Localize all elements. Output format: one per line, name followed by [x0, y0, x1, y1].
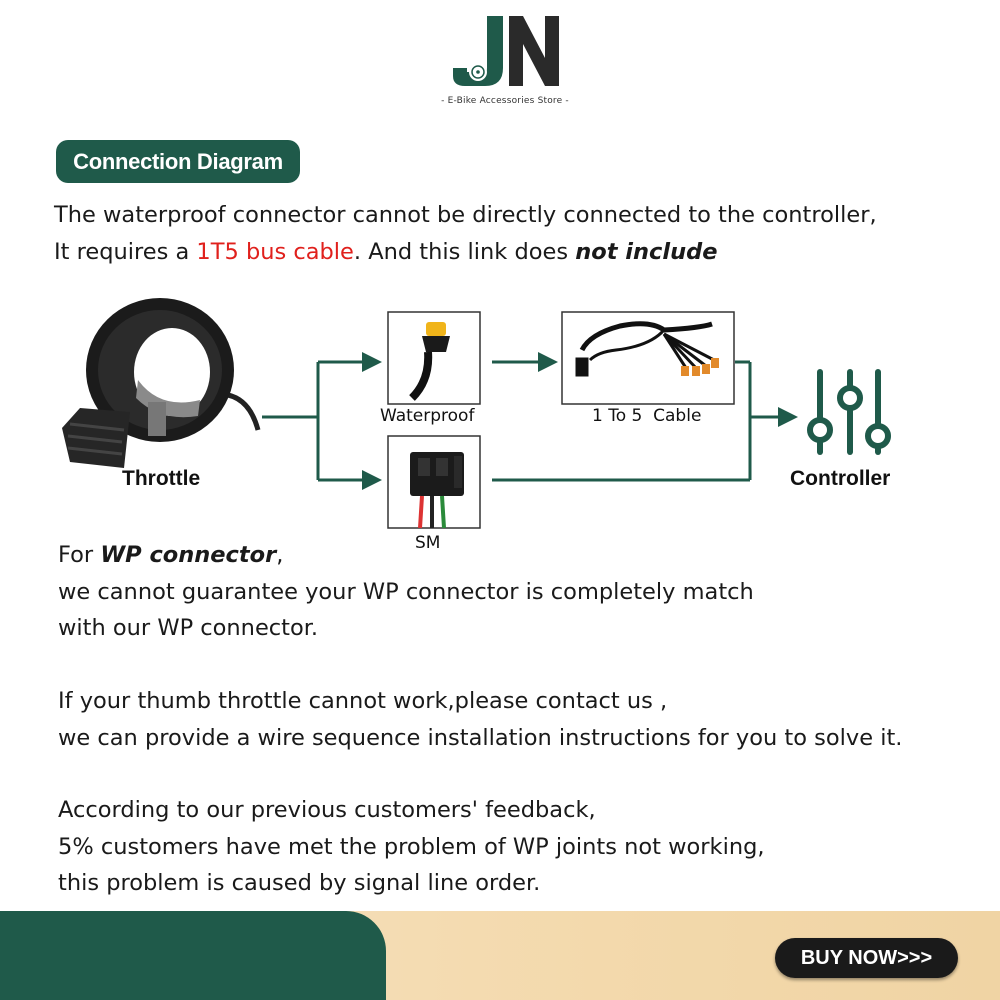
intro-line-1: The waterproof connector cannot be directly connected to the controller,	[54, 202, 877, 228]
sm-label: SM	[415, 533, 441, 553]
connection-diagram	[0, 290, 1000, 560]
wp-note-line-1	[58, 537, 754, 574]
controller-label: Controller	[790, 467, 891, 490]
feedback-line-2: 5% customers have met the problem of WP joints not working,	[58, 833, 765, 860]
buy-now-button[interactable]: BUY NOW>>>	[775, 938, 958, 978]
contact-note	[58, 683, 902, 756]
contact-line-2: we can provide a wire sequence installation instructions for you to solve it.	[58, 724, 903, 751]
brand-logo	[445, 10, 575, 110]
wp-note	[58, 537, 754, 647]
wp-emphasis: WP connector	[100, 542, 277, 568]
controller-icon	[810, 372, 888, 452]
throttle-image	[62, 298, 258, 468]
wp-note-line-3: with our WP connector.	[58, 615, 319, 641]
feedback-line-3: this problem is caused by signal line order.	[58, 870, 541, 896]
waterproof-label: Waterproof	[380, 406, 475, 426]
section-badge: Connection Diagram	[56, 140, 300, 183]
intro-line-2	[54, 239, 717, 265]
intro-middle: . And this link does	[353, 239, 576, 265]
logo-mark	[453, 16, 559, 86]
brand-tagline: - E-Bike Accessories Store -	[441, 96, 569, 106]
feedback-line-1: According to our previous customers' feedback,	[58, 797, 596, 823]
footer-green-panel	[0, 911, 386, 1000]
wp-suffix: ,	[276, 542, 284, 568]
cable-label: 1 To 5 Cable	[592, 406, 702, 426]
feedback-note	[58, 792, 765, 902]
wp-prefix: For	[58, 542, 101, 568]
contact-line-1: If your thumb throttle cannot work,please contact us ,	[58, 688, 668, 714]
throttle-label: Throttle	[122, 467, 201, 490]
not-include-emphasis: not include	[575, 239, 718, 265]
wp-note-line-2: we cannot guarantee your WP connector is completely match	[58, 578, 754, 605]
intro-prefix: It requires a	[54, 239, 197, 265]
bus-cable-highlight: 1T5 bus cable	[196, 239, 354, 265]
